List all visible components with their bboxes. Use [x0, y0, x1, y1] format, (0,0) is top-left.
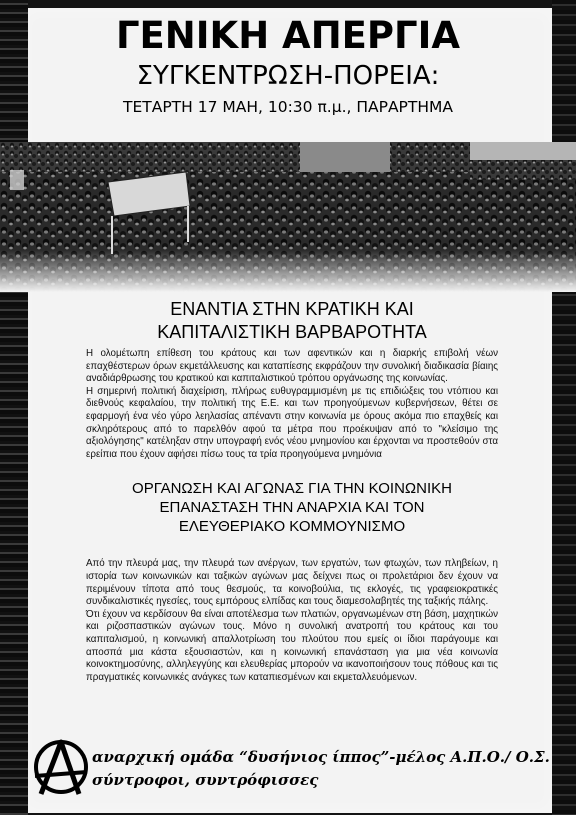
section2-heading-line2: ΕΠΑΝΑΣΤΑΣΗ ΤΗΝ ΑΝΑΡΧΙΑ ΚΑΙ ΤΟΝ: [159, 499, 425, 517]
section1-paragraph2: Η σημερινή πολιτική διαχείριση, πλήρως ευθυγραμμισμένη με τις επιδιώξεις του ντόπιου και διεθνούς κεφαλαίου, την πολιτική της Ε.Ε. και των προηγούμενων κυβερνήσεων, θέτει σε εφαρμογή ένα νέο γύρο λεηλασίας απέναντι στην κοινωνία με όρους ακόμα πιο επαχθείς και σκληρότερους από το παρελθόν αφού τα μέτρα που προέκυψαν από το "κλείσιμο της αξιολόγησης" κατέληξαν στην υπογραφή ενός νέου μνημονίου και έρχονται να προστεθούν στα ερείπια που έχουν αφήσει πίσω τους τα τρία προηγούμενα μνημόνια: [86, 385, 498, 460]
torn-edge-right: [552, 0, 576, 815]
strike-title: ΓΕΝΙΚΗ ΑΠΕΡΓΙΑ: [115, 14, 461, 57]
section1-paragraph1: Η ολομέτωπη επίθεση του κράτους και των αφεντικών και η διαρκής επιβολή νέων επαχθέστερων όρων εκμετάλλευσης και καταπίεσης εκφράζουν την συνολική διαδικασία βίαιης αναδιάρθρωσης του κρατικού και καπιταλιστικού τρόπου οργάνωσης της κοινωνίας.: [86, 348, 498, 385]
section1-heading-line1: ΕΝΑΝΤΙΑ ΣΤΗΝ ΚΡΑΤΙΚΗ ΚΑΙ: [170, 299, 414, 319]
group-name-line: αναρχική ομάδα “δυσήνιος ίππος”-μέλος Α.Π.Ο./ Ο.Σ.: [92, 748, 550, 766]
section2-heading: [86, 479, 498, 536]
crowd-photo: [0, 142, 576, 292]
date-time-place: ΤΕΤΑΡΤΗ 17 ΜΑΗ, 10:30 π.μ., ΠΑΡΑΡΤΗΜΑ: [122, 98, 454, 116]
section1-heading-line2: ΚΑΠΙΤΑΛΙΣΤΙΚΗ ΒΑΡΒΑΡΟΤΗΤΑ: [157, 322, 427, 342]
poster-footer: [28, 736, 548, 812]
poster-header: [30, 14, 546, 118]
circle-a-anarchy-icon: [32, 738, 90, 796]
crowd-photo-graphic: [0, 142, 576, 292]
torn-edge-left: [0, 0, 28, 815]
signature-text: [92, 746, 550, 792]
section1-heading: [86, 298, 498, 344]
section2-paragraph1: Από την πλευρά μας, την πλευρά των ανέργων, των εργατών, των φτωχών, των πληβείων, η ιστορία των κοινωνικών και ταξικών αγώνων μας δείχνει πως οι προλετάριοι δεν έχουν να περιμένουν τίποτα από τους θεσμούς, τα κοινοβούλια, τις εκλογές, τις γραφειοκρατικές συνδικαλιστικές ηγεσίες, τους εμπόρους ελπίδας και τους διαμεσολαβητές της ταξικής πάλης.: [86, 558, 498, 608]
poster-body: [86, 298, 498, 684]
section2-heading-line1: ΟΡΓΑΝΩΣΗ ΚΑΙ ΑΓΩΝΑΣ ΓΙΑ ΤΗΝ ΚΟΙΝΩΝΙΚΗ: [132, 480, 452, 498]
comrades-line: σύντροφοι, συντρόφισσες: [92, 771, 319, 789]
section2-paragraph2: Ότι έχουν να κερδίσουν θα είναι αποτέλεσμα των πλατιών, οργανωμένων στη βάση, μαχητικών και ριζοσπαστικών αγώνων τους. Μόνο η συνολική ανατροπή του κράτους και του καπιταλισμού, η κοινωνική απαλλοτρίωση του πλούτου που εμείς οι ίδιοι παράγουμε και αποσπά μια κάστα εξουσιαστών, και η κοινωνική επανάσταση για μια νέα κοινωνία κοινοκτημοσύνης, αλληλεγγύης και ελευθερίας μπορούν να ικανοποιήσουν τους πόθους και τις πραγματικές κοινωνικές ανάγκες των καταπιεσμένων και εκμεταλλευόμενων.: [86, 608, 498, 683]
rally-subtitle: ΣΥΓΚΕΝΤΡΩΣΗ-ΠΟΡΕΙΑ:: [136, 61, 440, 91]
section2-heading-line3: ΕΛΕΥΘΕΡΙΑΚΟ ΚΟΜΜΟΥΝΙΣΜΟ: [178, 518, 406, 536]
